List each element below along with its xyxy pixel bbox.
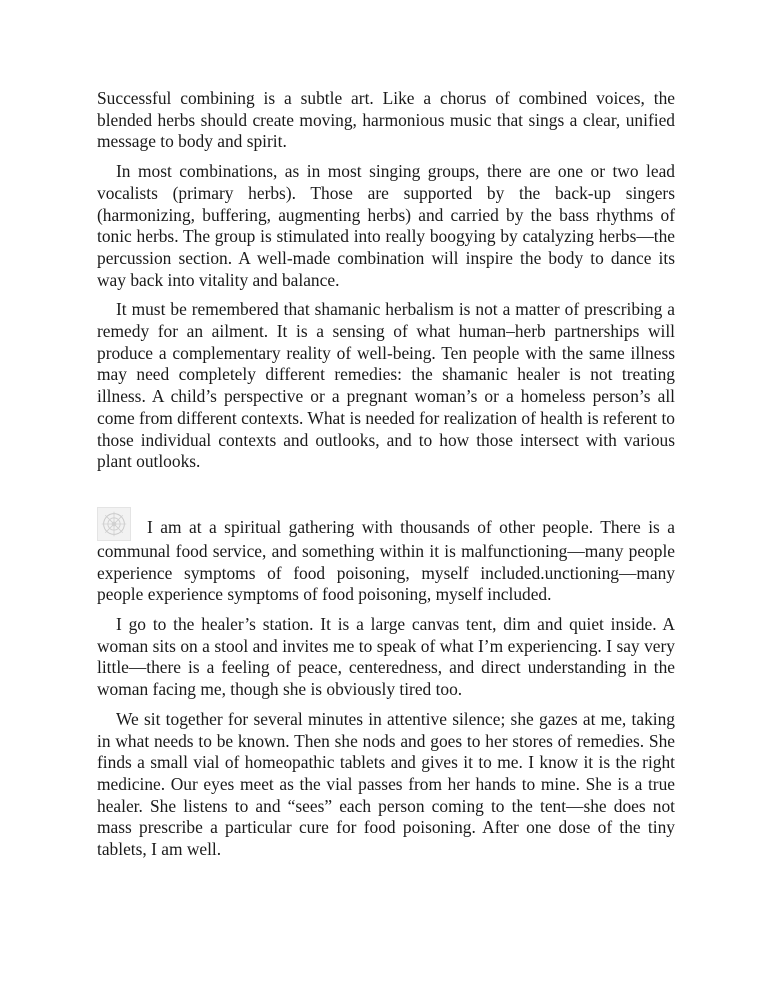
paragraph-attentive-silence: We sit together for several minutes in attentive silence; she gazes at me, taking in what needs to be known. Then she nods and goes to her stores of remedies. She finds a small vial of homeopathic tablets and gives it to me. I know it is the right medicine. Our eyes meet as the vial passes from her hands to mine. She is a true healer. She listens to and “sees” each person coming to the tent—she does not mass prescribe a particular cure for food poisoning. After one dose of the tiny tablets, I am well. — [97, 708, 675, 860]
section-break — [97, 481, 675, 507]
paragraph-spiritual-gathering-text: I am at a spiritual gathering with thousands of other people. There is a communal food service, and something within it is malfunctioning—many people experience symptoms of food poisoning, myself included.unctioning—many people experience symptoms of food poisoning, myself included. — [97, 516, 675, 605]
paragraph-singing-groups: In most combinations, as in most singing groups, there are one or two lead vocalists (primary herbs). Those are supported by the back-up singers (harmonizing, buffering, augmenting herbs) and carried by the bass rhythms of tonic herbs. The group is stimulated into really boogying by catalyzing herbs—the percussion section. A well-made combination will inspire the body to dance its way back into vitality and balance. — [97, 161, 675, 290]
paragraph-spiritual-gathering — [97, 507, 675, 606]
paragraph-shamanic-herbalism: It must be remembered that shamanic herbalism is not a matter of prescribing a remedy for an ailment. It is a sensing of what human–herb partnerships will produce a complementary reality of well-being. Ten people with the same illness may need completely different remedies: the shamanic healer is not treating illness. A child’s perspective or a pregnant woman’s or a homeless person’s all come from different contexts. What is needed for realization of health is referent to those individual contexts and outlooks, and to how those intersect with various plant outlooks. — [97, 299, 675, 472]
page-body — [97, 88, 675, 869]
paragraph-combining-art: Successful combining is a subtle art. Like a chorus of combined voices, the blended herbs should create moving, harmonious music that sings a clear, unified message to body and spirit. — [97, 88, 675, 152]
paragraph-healer-station: I go to the healer’s station. It is a large canvas tent, dim and quiet inside. A woman sits on a stool and invites me to speak of what I’m experiencing. I say very little—there is a feeling of peace, centeredness, and direct understanding in the woman facing me, though she is obviously tired too. — [97, 614, 675, 700]
mandala-ornament-icon — [97, 507, 131, 541]
